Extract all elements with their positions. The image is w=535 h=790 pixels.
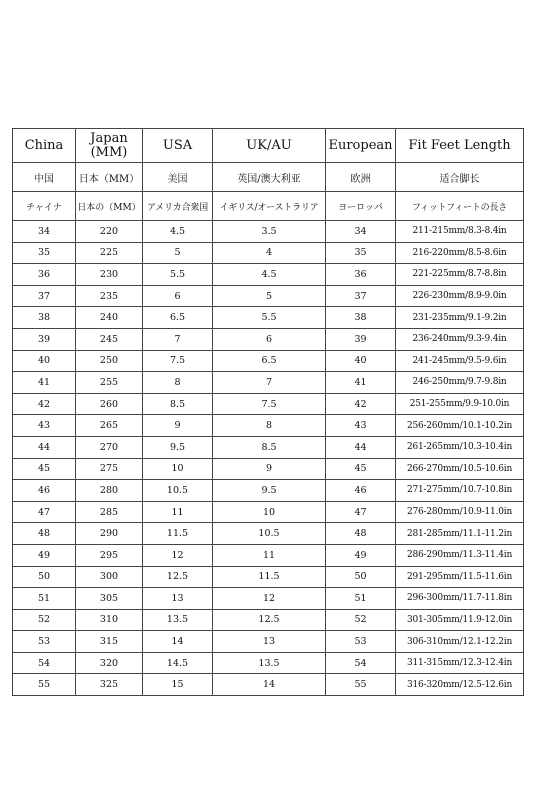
uk-au-size-cell: 13: [213, 631, 326, 653]
uk-au-size-cell: 6: [213, 328, 326, 350]
japan-size-cell: 280: [76, 480, 143, 502]
european-size-cell: 45: [326, 458, 396, 480]
china-size-cell: 51: [13, 588, 76, 610]
header-japan: Japan (MM): [76, 129, 143, 163]
china-size-cell: 42: [13, 393, 76, 415]
european-size-cell: 52: [326, 609, 396, 631]
fit-feet-length-cell: 286-290mm/11.3-11.4in: [396, 544, 524, 566]
table-row: [13, 350, 524, 372]
china-size-cell: 43: [13, 415, 76, 437]
uk-au-size-cell: 4.5: [213, 264, 326, 286]
usa-size-cell: 6.5: [143, 307, 213, 329]
header-china-ja: チャイナ: [13, 192, 76, 221]
usa-size-cell: 11.5: [143, 523, 213, 545]
table-row: [13, 415, 524, 437]
table-row: [13, 242, 524, 264]
table-row: [13, 307, 524, 329]
european-size-cell: 35: [326, 242, 396, 264]
japan-size-cell: 325: [76, 674, 143, 696]
china-size-cell: 39: [13, 328, 76, 350]
uk-au-size-cell: 5: [213, 285, 326, 307]
japan-size-cell: 235: [76, 285, 143, 307]
table-row: [13, 372, 524, 394]
china-size-cell: 47: [13, 501, 76, 523]
header-row-japanese: [13, 192, 524, 221]
uk-au-size-cell: 11.5: [213, 566, 326, 588]
fit-feet-length-cell: 221-225mm/8.7-8.8in: [396, 264, 524, 286]
table-row: [13, 501, 524, 523]
table-row: [13, 480, 524, 502]
header-usa-ja: アメリカ合衆国: [143, 192, 213, 221]
header-european: European: [326, 129, 396, 163]
uk-au-size-cell: 6.5: [213, 350, 326, 372]
usa-size-cell: 10.5: [143, 480, 213, 502]
japan-size-cell: 295: [76, 544, 143, 566]
usa-size-cell: 5: [143, 242, 213, 264]
usa-size-cell: 8.5: [143, 393, 213, 415]
header-european-zh: 欧洲: [326, 163, 396, 192]
china-size-cell: 45: [13, 458, 76, 480]
usa-size-cell: 10: [143, 458, 213, 480]
size-chart: [12, 128, 523, 696]
usa-size-cell: 4.5: [143, 221, 213, 243]
japan-size-cell: 320: [76, 652, 143, 674]
uk-au-size-cell: 9.5: [213, 480, 326, 502]
fit-feet-length-cell: 306-310mm/12.1-12.2in: [396, 631, 524, 653]
uk-au-size-cell: 8.5: [213, 436, 326, 458]
european-size-cell: 40: [326, 350, 396, 372]
usa-size-cell: 14: [143, 631, 213, 653]
japan-size-cell: 270: [76, 436, 143, 458]
european-size-cell: 39: [326, 328, 396, 350]
header-japan-zh: 日本（MM）: [76, 163, 143, 192]
european-size-cell: 48: [326, 523, 396, 545]
fit-feet-length-cell: 311-315mm/12.3-12.4in: [396, 652, 524, 674]
fit-feet-length-cell: 271-275mm/10.7-10.8in: [396, 480, 524, 502]
european-size-cell: 50: [326, 566, 396, 588]
uk-au-size-cell: 7: [213, 372, 326, 394]
fit-feet-length-cell: 231-235mm/9.1-9.2in: [396, 307, 524, 329]
table-row: [13, 652, 524, 674]
japan-size-cell: 285: [76, 501, 143, 523]
fit-feet-length-cell: 256-260mm/10.1-10.2in: [396, 415, 524, 437]
fit-feet-length-cell: 216-220mm/8.5-8.6in: [396, 242, 524, 264]
usa-size-cell: 13: [143, 588, 213, 610]
fit-feet-length-cell: 226-230mm/8.9-9.0in: [396, 285, 524, 307]
european-size-cell: 55: [326, 674, 396, 696]
usa-size-cell: 11: [143, 501, 213, 523]
uk-au-size-cell: 7.5: [213, 393, 326, 415]
header-usa: USA: [143, 129, 213, 163]
japan-size-cell: 230: [76, 264, 143, 286]
china-size-cell: 44: [13, 436, 76, 458]
usa-size-cell: 7.5: [143, 350, 213, 372]
china-size-cell: 48: [13, 523, 76, 545]
european-size-cell: 41: [326, 372, 396, 394]
china-size-cell: 41: [13, 372, 76, 394]
table-row: [13, 544, 524, 566]
header-fit-feet-length-ja: フィットフィートの長さ: [396, 192, 524, 221]
european-size-cell: 49: [326, 544, 396, 566]
header-china: China: [13, 129, 76, 163]
european-size-cell: 53: [326, 631, 396, 653]
header-uk-au-ja: イギリス/オーストラリア: [213, 192, 326, 221]
china-size-cell: 34: [13, 221, 76, 243]
header-uk-au: UK/AU: [213, 129, 326, 163]
table-row: [13, 523, 524, 545]
header-fit-feet-length: Fit Feet Length: [396, 129, 524, 163]
usa-size-cell: 15: [143, 674, 213, 696]
fit-feet-length-cell: 241-245mm/9.5-9.6in: [396, 350, 524, 372]
japan-size-cell: 300: [76, 566, 143, 588]
japan-size-cell: 305: [76, 588, 143, 610]
fit-feet-length-cell: 236-240mm/9.3-9.4in: [396, 328, 524, 350]
usa-size-cell: 8: [143, 372, 213, 394]
uk-au-size-cell: 14: [213, 674, 326, 696]
table-row: [13, 436, 524, 458]
uk-au-size-cell: 3.5: [213, 221, 326, 243]
european-size-cell: 38: [326, 307, 396, 329]
usa-size-cell: 6: [143, 285, 213, 307]
european-size-cell: 54: [326, 652, 396, 674]
china-size-cell: 40: [13, 350, 76, 372]
fit-feet-length-cell: 316-320mm/12.5-12.6in: [396, 674, 524, 696]
china-size-cell: 50: [13, 566, 76, 588]
uk-au-size-cell: 9: [213, 458, 326, 480]
usa-size-cell: 9.5: [143, 436, 213, 458]
table-row: [13, 264, 524, 286]
european-size-cell: 36: [326, 264, 396, 286]
uk-au-size-cell: 10: [213, 501, 326, 523]
japan-size-cell: 220: [76, 221, 143, 243]
usa-size-cell: 7: [143, 328, 213, 350]
european-size-cell: 47: [326, 501, 396, 523]
uk-au-size-cell: 13.5: [213, 652, 326, 674]
table-row: [13, 221, 524, 243]
table-row: [13, 458, 524, 480]
china-size-cell: 49: [13, 544, 76, 566]
table-row: [13, 588, 524, 610]
fit-feet-length-cell: 211-215mm/8.3-8.4in: [396, 221, 524, 243]
european-size-cell: 44: [326, 436, 396, 458]
uk-au-size-cell: 8: [213, 415, 326, 437]
china-size-cell: 53: [13, 631, 76, 653]
table-row: [13, 566, 524, 588]
japan-size-cell: 310: [76, 609, 143, 631]
china-size-cell: 52: [13, 609, 76, 631]
header-usa-zh: 美国: [143, 163, 213, 192]
china-size-cell: 54: [13, 652, 76, 674]
china-size-cell: 37: [13, 285, 76, 307]
size-table-body: [13, 221, 524, 696]
table-row: [13, 393, 524, 415]
fit-feet-length-cell: 281-285mm/11.1-11.2in: [396, 523, 524, 545]
fit-feet-length-cell: 301-305mm/11.9-12.0in: [396, 609, 524, 631]
size-table: [12, 128, 524, 696]
uk-au-size-cell: 12.5: [213, 609, 326, 631]
usa-size-cell: 13.5: [143, 609, 213, 631]
table-row: [13, 674, 524, 696]
uk-au-size-cell: 11: [213, 544, 326, 566]
uk-au-size-cell: 10.5: [213, 523, 326, 545]
usa-size-cell: 14.5: [143, 652, 213, 674]
european-size-cell: 42: [326, 393, 396, 415]
uk-au-size-cell: 4: [213, 242, 326, 264]
usa-size-cell: 12.5: [143, 566, 213, 588]
fit-feet-length-cell: 266-270mm/10.5-10.6in: [396, 458, 524, 480]
table-row: [13, 609, 524, 631]
fit-feet-length-cell: 291-295mm/11.5-11.6in: [396, 566, 524, 588]
japan-size-cell: 225: [76, 242, 143, 264]
uk-au-size-cell: 5.5: [213, 307, 326, 329]
china-size-cell: 38: [13, 307, 76, 329]
japan-size-cell: 290: [76, 523, 143, 545]
china-size-cell: 46: [13, 480, 76, 502]
header-china-zh: 中国: [13, 163, 76, 192]
japan-size-cell: 315: [76, 631, 143, 653]
fit-feet-length-cell: 276-280mm/10.9-11.0in: [396, 501, 524, 523]
japan-size-cell: 265: [76, 415, 143, 437]
japan-size-cell: 250: [76, 350, 143, 372]
japan-size-cell: 245: [76, 328, 143, 350]
table-row: [13, 285, 524, 307]
uk-au-size-cell: 12: [213, 588, 326, 610]
header-european-ja: ヨーロッパ: [326, 192, 396, 221]
european-size-cell: 51: [326, 588, 396, 610]
european-size-cell: 43: [326, 415, 396, 437]
table-row: [13, 631, 524, 653]
header-row-chinese: [13, 163, 524, 192]
header-row-english: [13, 129, 524, 163]
fit-feet-length-cell: 261-265mm/10.3-10.4in: [396, 436, 524, 458]
european-size-cell: 46: [326, 480, 396, 502]
fit-feet-length-cell: 296-300mm/11.7-11.8in: [396, 588, 524, 610]
usa-size-cell: 9: [143, 415, 213, 437]
china-size-cell: 35: [13, 242, 76, 264]
fit-feet-length-cell: 251-255mm/9.9-10.0in: [396, 393, 524, 415]
european-size-cell: 34: [326, 221, 396, 243]
china-size-cell: 36: [13, 264, 76, 286]
japan-size-cell: 260: [76, 393, 143, 415]
japan-size-cell: 240: [76, 307, 143, 329]
china-size-cell: 55: [13, 674, 76, 696]
european-size-cell: 37: [326, 285, 396, 307]
japan-size-cell: 275: [76, 458, 143, 480]
header-fit-feet-length-zh: 适合脚长: [396, 163, 524, 192]
header-japan-ja: 日本の（MM）: [76, 192, 143, 221]
japan-size-cell: 255: [76, 372, 143, 394]
usa-size-cell: 12: [143, 544, 213, 566]
usa-size-cell: 5.5: [143, 264, 213, 286]
fit-feet-length-cell: 246-250mm/9.7-9.8in: [396, 372, 524, 394]
header-uk-au-zh: 英国/澳大利亚: [213, 163, 326, 192]
table-row: [13, 328, 524, 350]
